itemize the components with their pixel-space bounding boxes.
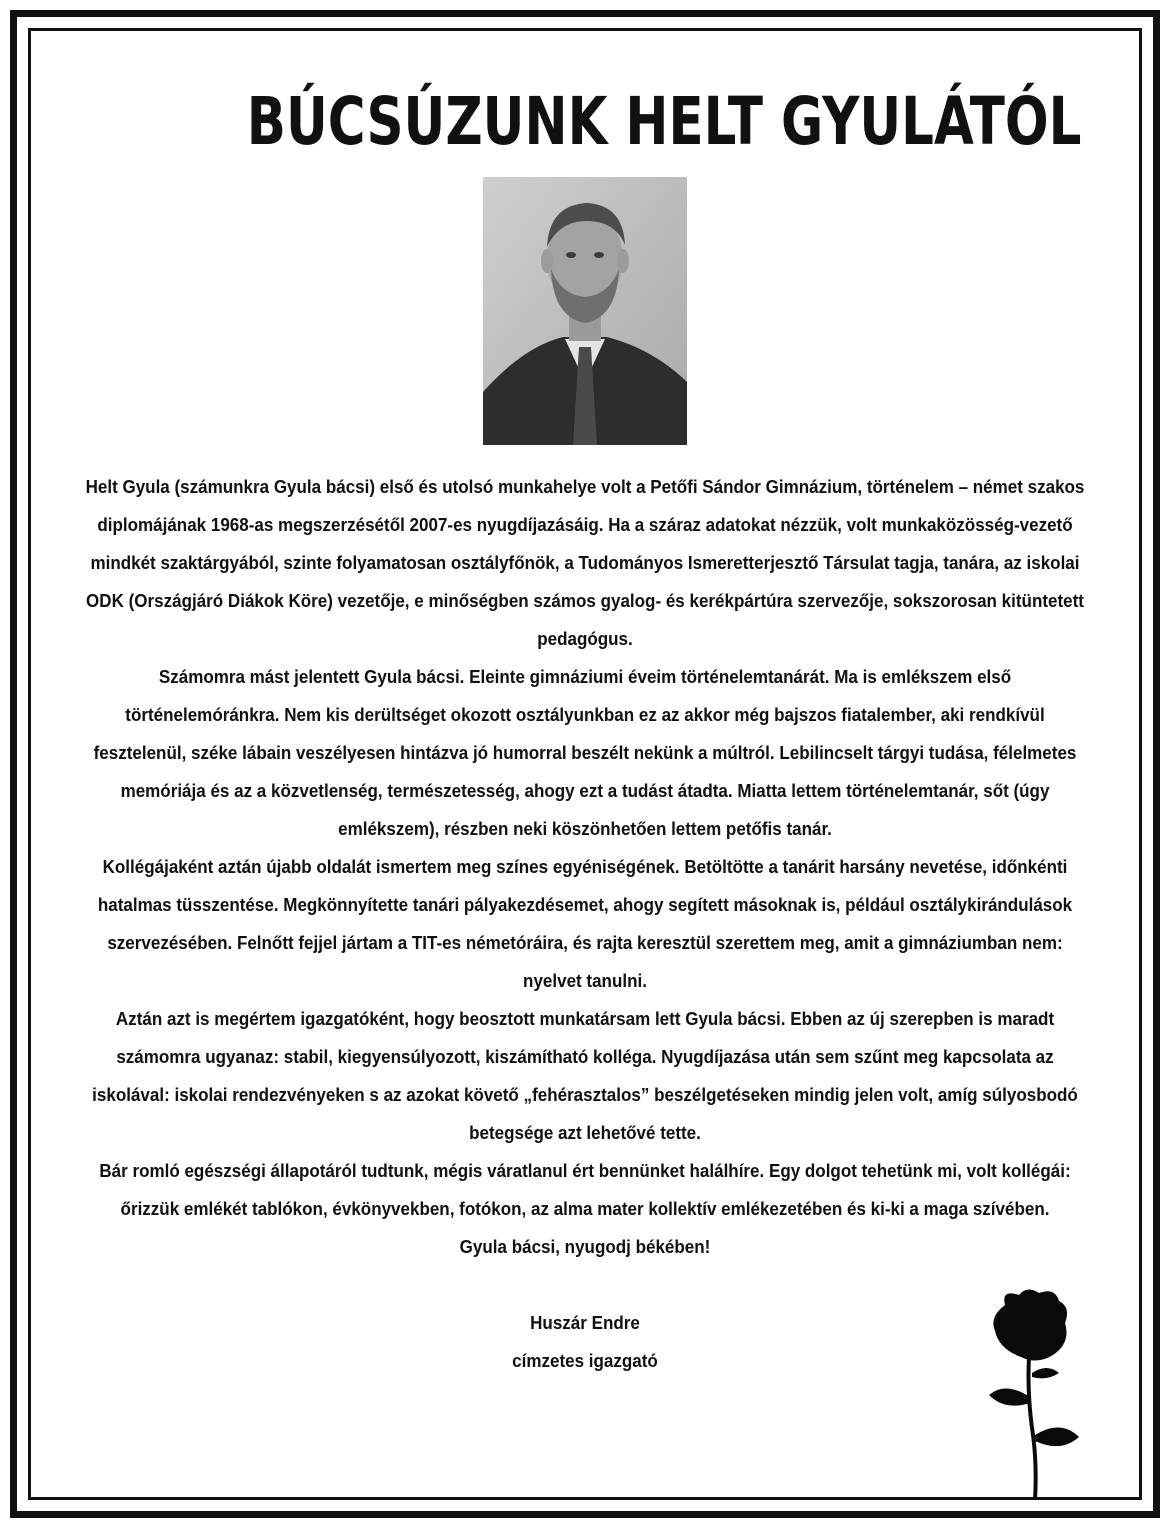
signature-name: Huszár Endre: [530, 1312, 640, 1333]
paragraph-5: Bár romló egészségi állapotáról tudtunk, mégis váratlanul ért bennünket halálhíre. Egy dolgot tehetünk mi, volt kollégái: őrizzük emlékét tablókon, évkönyvekben, fotókon, az alma mater kollektív emlékezetében és ki-ki a maga szívében.: [99, 1160, 1071, 1219]
black-rose-icon: [975, 1285, 1095, 1500]
paragraph-3: Kollégájaként aztán újabb oldalát ismertem meg színes egyéniségének. Betöltötte a tanárit harsány nevetése, időnkénti hatalmas tüsszentése. Megkönnyítette tanári pályakezdésemet, ahogy segített másoknak is, például osztálykirándulások szervezésében. Felnőtt fejjel jártam a TIT-es németóráira, és rajta keresztül szerettem meg, amit a gimnáziumban nem: nyelvet tanulni.: [97, 856, 1073, 991]
paragraph-2: Számomra mást jelentett Gyula bácsi. Eleinte gimnáziumi éveim történelemtanárát. Ma is emlékszem első történelemóránkra. Nem kis derültséget okozott osztályunkban ez az akkor még bajszos fiatalember, aki rendkívül fesztelenül, széke lábain veszélyesen hintázva jó humorral beszélt nekünk a múltról. Lebilincselt tárgyi tudása, félelmetes memóriája és az a közvetlenség, természetesség, ahogy ezt a tudást átadta. Miatta lettem történelemtanár, sőt (úgy emlékszem), részben neki köszönhetően lettem petőfis tanár.: [93, 666, 1077, 839]
signature-role: címzetes igazgató: [512, 1350, 658, 1371]
spacer: [84, 1266, 1087, 1304]
paragraph-4: Aztán azt is megértem igazgatóként, hogy beosztott munkatársam lett Gyula bácsi. Ebben az új szerepben is maradt számomra ugyanaz: stabil, kiegyensúlyozott, kiszámítható kolléga. Nyugdíjazása után sem szűnt meg kapcsolata az iskolával: iskolai rendezvényeken s az azokat követő „fehérasztalos” beszélgetéseken mindig jelen volt, amíg súlyosbodó betegsége azt lehetővé tette.: [92, 1008, 1078, 1143]
obituary-text: [84, 468, 1087, 1380]
page-title: BÚCSÚZUNK HELT GYULÁTÓL: [246, 83, 1082, 160]
farewell-line: Gyula bácsi, nyugodj békében!: [459, 1236, 711, 1257]
paragraph-1: Helt Gyula (számunkra Gyula bácsi) első és utolsó munkahelye volt a Petőfi Sándor Gimnázium, történelem – német szakos diplomájának 1968-as megszerzésétől 2007-es nyugdíjazásáig. Ha a száraz adatokat nézzük, volt munkaközösség-vezető mindkét szaktárgyából, szinte folyamatosan osztályfőnök, a Tudományos Ismeretterjesztő Társulat tagja, tanára, az iskolai ODK (Országjáró Diákok Köre) vezetője, e minőségben számos gyalog- és kerékpártúra szervezője, sokszorosan kitüntetett pedagógus.: [85, 476, 1085, 649]
portrait-photo: [483, 177, 687, 445]
